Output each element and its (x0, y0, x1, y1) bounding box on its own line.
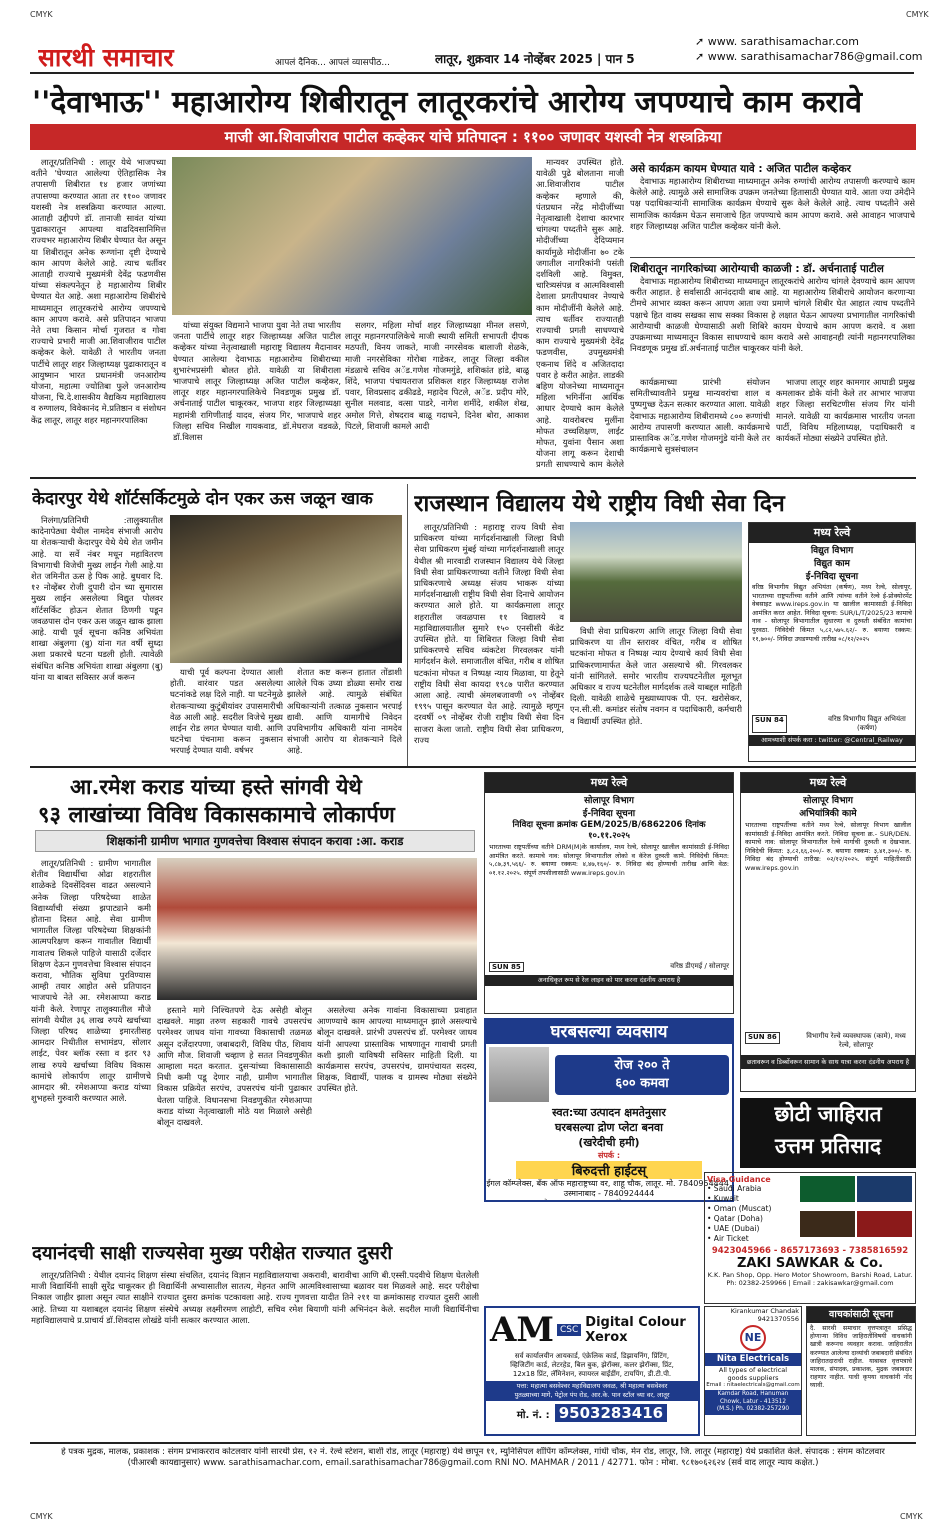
classified-line-1: छोटी जाहिरात (774, 1102, 882, 1126)
column-divider-1 (407, 484, 408, 766)
section-rule-1 (30, 477, 916, 479)
xerox-mobile: 9503283416 (555, 1404, 667, 1422)
lead-col-1: लातूर/प्रतिनिधी : लातूर येथे भाजपच्या वतीने 'घेण्यात आलेल्या ऐतिहासिक नेत्र तपासणी शिबीरात १४ हजार जणांच्या तपासण्या करण्यात आता तर ११०० जणावर यशस्वी नेत्र शस्त्रक्रिया करण्यात आल्या. आताही उद्दीपणे डॉ. तानाजी सावंत यांच्या पुढाकारातून आपल्या वाढदिवसानिमित्त राज्यभर महाआरोग्य शिबीर घेण्यात येत असून या शिबीरातून अनेक रूग्णांना दृष्टी देण्याचे काम आपण केलेले आहे. त्याच धर्तीवर आताही राज्याचे मुख्यमंत्री देवेंद्र फडणवीस यांच्या संकल्पनेतून हे महाआरोग्य शिबीर घेण्यात येत आहे. अशा महाआरोग्य शिबीरांचे माध्यमातून लातूरकरांचे आरोग्य जपण्याचे काम आपण करावे. असे प्रतिपादन भाजपा नेते तथा किसान मोर्चा गुजरात व गोवा राज्याचे प्रभारी माजी आ.शिवाजीराव पाटील कव्हेकर केले. यावेळी ते भारतीय जनता पार्टीचे लातूर शहर जिल्हाध्यक्ष पुढाकारातून व आयुष्मान भारत प्रधानमंत्री जनआरोग्य योजना, महात्मा ज्योतिबा फुले जनआरोग्य योजना, चि.दे.शासकीय वैद्यकिय महाविद्यालय व रुग्णालय, विवेकानंद मे.प्रतिष्ठान व संशोधन केंद्र लातूर, लातूर शहर महानगरपालिका (31, 157, 166, 425)
travel-contact: Ph: 02382-259966 | Email : zakisawkar@gmail.com (726, 1279, 894, 1287)
footer-rule (30, 1442, 916, 1444)
company-name: बिरुदत्ती हाईटस् (516, 1161, 702, 1179)
classified-banner (740, 1098, 916, 1168)
side-box-archana (630, 262, 915, 372)
side-box-ajit (630, 162, 915, 258)
xerox-line-1: सर्व कार्यालयीन आयकार्ड, एंक्रेलिक कार्ड, डिझायनिंग, प्रिंटिंग, (514, 1352, 670, 1360)
nita-tag-1: All types of electrical (718, 1366, 788, 1374)
tender-1-footer: आमच्याशी संपर्क करा : twitter: @Central_Railway (749, 735, 915, 746)
home-business-title: घरबसल्या व्यवसाय (486, 1020, 732, 1044)
lead-col-3: सलगर, महिला मोर्चा शहर जिल्हाध्यक्षा मीनल लसणे, लातूर महानगरपालिकेचे माजी स्थायी समिती सभापती दीपक मठपती, विनय जाकते, माजी नगरसेवक बालाजी शेळके, माजी नगरसेविका गोरोबा गाडेकर, लातूर जिल्हा वकील मंडळाचे सचिव अॅड.गणेश गोजमगुंडे, शशिकांत हांडे, बाळू शिंदे, भाजपा पंचायतराज प्रशिकल शहर जिल्हाध्यक्ष राजेश पवार, शिवप्रसाद ढकीढडे, महादेव पिटले, अॅड. प्रदीप मोरे, सुनील मलवाड, वत्सा पाडरे, नागेश शमींदे, शकील शेख, अमोल गित्ते, शेषदराव बाळू गदाधने, दिनेश बोरा, आकाश पिटले, शिवाजी कामले आदी (345, 320, 529, 431)
xerox-ad (484, 1306, 700, 1436)
karad-subhead: शिक्षकांनी ग्रामीण भागात गुणवत्तेचा विश्वास संपादन करावा :आ. कराड (35, 830, 475, 852)
iata-logo-icon (857, 1176, 912, 1202)
company-address-3 (486, 1199, 732, 1202)
fire-body: निलंगा/प्रतिनिधी :तालुक्यातील कादेनापेठ्या येथील नामदेव संभाजी आरोप या शेतकऱ्याची केदारपुर येथे येथे शेत जमीन आहे. या सर्वे नंबर मधून महावितरण विभागाची विजेची मुख्य लाईन गेली आहे.या शेत जमिनीत ऊस हे पिक आहे. बुधवार दि. १२ नोव्हेंबर रोजी दुपारी दोन च्या सुमारास मुख्य लाईन असलेल्या विद्युत पोलवर शॉर्टसर्किट होऊन शेतात ठिणगी पडून जवळपास दोन एकर ऊस जळून खाक झाला आहे. याची पूर्व सूचना कनिष्ठ अभियंता शाखा अंबुलगा (बु) यांना गत वर्षी सुध्दा अशा प्रकारचे घटना घडली होती. त्यावेळी संबंधित कनिष्ठ अभियंता शाखा अंबुलगा (बु) यांना या बाबत सविस्तर अर्ज करून (31, 515, 163, 682)
travel-phone: 9423045966 - 8657173693 - 7385816592 (711, 1246, 909, 1256)
electricals-ad (704, 1306, 802, 1436)
tender-3-sign: विभागीय रेल्वे व्यवस्थापक (कामे), मध्य रेल्वे, सोलापूर (806, 1032, 906, 1049)
tender-2-sign: वरिष्ठ डीएमई / सोलापूर (670, 962, 729, 970)
tender-2-dept: सोलापूर विभाग (584, 796, 634, 806)
legal-col-1: लातूर/प्रतिनिधी : महाराष्ट्र राज्य विधी सेवा प्राधिकरण यांच्या मार्गदर्शनाखाली जिल्हा विधी सेवा प्राधिकरण मुंबई यांच्या मार्गदर्शनाखाली लातूर येथील श्री मारवाडी राजस्थान विद्यालय येथे जिल्हा विधी सेवा प्राधिकरणाच्या वतीने जिल्हा विधी सेवा प्राधिकरणाचे अध्यक्ष संजय भाकरू यांच्या मार्गदर्शनाखाली राष्ट्रीय विधी सेवा दिनाचे आयोजन करण्यात आले होते. या कार्यक्रमाला लातूर शहरातील जवळपास ११ विद्यालये व महाविद्यालयातील सुमारे १५० एनसीसी कॅडेट उपस्थित होते. या शिबिरात जिल्हा विधी सेवा प्राधिकरणचे सचिव व्यंकटेश गिरवलकर यांनी मार्गदर्शन केले. समाजातील वंचित, गरीब व शोषित घटकांना मोफत व निष्पक्ष न्याय मिळावा, या हेतूने राष्ट्रीय विधी सेवा कायदा १९८७ पारीत करण्यात आला आहे. त्याची अंमलबजावणी ०९ नोव्हेंबर १९९५ पासून करण्यात येत आहे. त्यामुळे म्हणून दरवर्षी ०९ नोव्हेंबर रोजी राष्ट्रीय विधी सेवा दिन साजरा केला जातो. राष्ट्रीय विधी सेवा प्राधिकरण, राज्य (414, 522, 564, 745)
tender-1-body: वरिष्ठ विभागीय विद्युत अभियंता (कर्षण), मध्य रेल्वे, सोलापूर, भारताच्या राष्ट्रपतींच्या वतीने आणि त्यांच्या वतीने रेल्वे ई-प्रोक्योरमेंट वेबसाइट www.ireps.gov.in या खालील कामासाठी ई-निविदा आमंत्रित करत आहेत. निविदा सूचना: SUR/L/T/2025/23 कामाचे नाव - सोलापूर विभागातील सुधारणा व दुरुस्ती संबंधित कामांचा पुरवठा. निविदेची किंमत ५,८२,५७५.६२/- रु. बयाणा रक्कम: ११,७००/- निविदा उघडण्याची तारीख ०८/१२/२०२५ (752, 583, 912, 643)
earning-badge-line-2: ६०० कमवा (615, 1075, 669, 1091)
home-business-line-1: स्वत:च्या उत्पादन क्षमतेनुसार (552, 1106, 666, 1119)
reader-notice-title: वाचकांसाठी सूचना (807, 1307, 915, 1323)
xerox-address: पत्ता: महात्मा बसवेश्वर महाविद्यालय जवळ, श्री महात्मा बसवेश्वर (516, 1382, 668, 1390)
railway-tender-2 (484, 772, 734, 1014)
side-box-ajit-title: असे कार्यक्रम कायम घेण्यात यावे : अजित पाटील कव्हेकर (630, 163, 851, 175)
company-address: ईगल कॉम्प्लेक्स, बँक ऑफ महाराष्ट्रच्या वर, शाहू चौक, लातूर. मो. 7840954444, (486, 1179, 732, 1188)
home-business-line-2: घरबसल्या द्रोण प्लेटा बनवा (555, 1121, 663, 1134)
flag-icon (800, 1176, 855, 1202)
railway-tender-3 (740, 772, 916, 1092)
tender-1-sign: वरिष्ठ विभागीय विद्युत अभियंता (कर्षण) (828, 715, 906, 732)
nita-address-2: Chowk, Latur - 413512 (719, 1398, 787, 1405)
tender-1-code: SUN 84 (752, 715, 787, 733)
tender-3-footer: छतावरून व डिब्बोंवरून सामान के साथ यात्रा करना दंडनीय अपराध है (741, 1055, 915, 1069)
visa-title: Visa Guidance (707, 1175, 771, 1184)
fire-headline: केदारपुर येथे शॉर्टसर्किटमुळे दोन एकर ऊस जळून खाक (32, 489, 373, 509)
nita-brand: Nita Electricals (705, 1353, 801, 1366)
contact-lines (695, 34, 940, 70)
side-box-archana-body: देवाभाऊ महाआरोग्य शिबीराच्या माध्यमातून लातूरकरांचे आरोग्य चांगले देवण्याचे काम आपण करीत आहात. हे सर्वासाठी आनंददायी बाब आहे. या महाआरोग्य शिबीराचे आयोजन करणाऱ्या टीमचे आभार व्यक्त करून आपण आता ज्या प्रमाणे चांगले शिबीर घेत आहात त्याच पध्दतीने पक्षाचे हित वाक्य सखका साध सक्का विकास हे लक्षात घेऊन आपल्या प्रभागातील नागरिकांची आरोग्याची काळजी घेण्यासाठी अशी शिबिरे कायम घेण्याचे काम आपण करावे. व अशा उपक्रमाच्या माध्यमातून विकास साधण्याचे काम करावे असे आवाहनही त्यांनी महानगरपालिका निवडणूक प्रमुख डॉ.अर्चनाताई पाटील चाकूरकर यांनी केले. (630, 276, 915, 354)
machine-image (489, 1047, 549, 1102)
owner-name: Kirankumar Chandak (730, 1307, 799, 1315)
inauguration-photo (157, 858, 477, 1000)
lead-headline: ''देवाभाऊ'' महाआरोग्य शिबीरातून लातूरकरांचे आरोग्य जपण्याचे काम करावे (32, 85, 863, 120)
ncc-cadets-photo (570, 522, 742, 622)
xerox-address-2: पुतळ्याच्या मागे, पेट्रोल पंप रोड, आर.के. पान स्टॉल च्या वर, लातूर (514, 1391, 670, 1399)
country-list (707, 1184, 795, 1244)
nita-phone: (M.S.) Ph. 02382-257290 (716, 1406, 790, 1412)
tender-1-sub: विद्युत काम (814, 559, 850, 569)
xerox-line-3: 12x18 प्रिंट, लॅमिनेशन, स्पायरल बाईंडींग, टायपिंग, डी.टी.पी. (512, 1370, 672, 1378)
tender-3-code: SUN 86 (745, 1032, 780, 1044)
tender-3-dept: सोलापूर विभाग (803, 796, 853, 806)
tender-1-notice: ई-निविदा सूचना (805, 572, 859, 582)
masthead-rule (30, 72, 914, 74)
tender-1-dept: विद्युत विभाग (810, 546, 854, 556)
xerox-title: Digital Colour Xerox (585, 1315, 686, 1345)
xerox-brand: AM (490, 1310, 555, 1350)
csc-badge: CSC (557, 1324, 581, 1336)
tender-2-notice-no: निविदा सूचना क्रमांक GEM/2025/B/6862206 दिनांक १०.११.२०२५ (512, 820, 706, 841)
contact-label: संपर्क : (597, 1151, 621, 1160)
dateline: लातूर, शुक्रवार 14 नोव्हेंबर 2025 | पान 5 (435, 52, 635, 66)
home-business-ad (484, 1018, 734, 1202)
country-item: • Air Ticket (707, 1234, 749, 1243)
legal-headline: राजस्थान विद्यालय येथे राष्ट्रीय विधी सेवा दिन (414, 491, 785, 516)
airline-icon (857, 1211, 912, 1237)
cmyk-mark-bottom-right: CMYK (900, 1512, 923, 1521)
legal-col-2: विधी सेवा प्राधिकरण आणि लातूर जिल्हा विधी सेवा प्राधिकरण या तीन स्तरावर वंचित, गरीब व शोषित घटकांना मोफत व निष्पक्ष न्याय देण्याचे कार्य विधी सेवा प्राधिकरणामार्फत केले जात असल्याचे श्री. गिरवलकर यांनी सांगितले. समोर भारतीय राज्यघटनेतील मूलभूत अधिकार व राज्य घटनेतील मार्गदर्शक तत्वे याबद्दल माहिती दिली. यावेळी शाळेचे मुख्याध्यापक पी. एन. खरोसेकर, एन.सी.सी. कमांडर संतोष नवगन व पदाधिकारी, कर्मचारी व विद्यार्थी उपस्थित होते. (570, 626, 742, 726)
burnt-field-photo (170, 515, 402, 663)
nita-logo-icon: NE (740, 1325, 766, 1351)
travel-brand: ZAKI SAWKAR & Co. (736, 1256, 884, 1271)
country-item: • Saudi Arabia (707, 1184, 762, 1193)
lead-end-col-a: कार्यक्रमाच्या प्रारंभी संयोजन समितीच्यावतीने प्रमुख मान्यवरांचा शाल व पुष्पगुच्छ देऊन सत्कार करण्यात आला. यावेळी देवाभाऊ महाआरोग्य शिबीरामध्ये ८०० रूग्णांची आरोग्य तपासणी करण्यात आली. कार्यक्रमाचे प्रास्ताविक अॅड.गणेश गोजमगुंडे यांनी केले तर कार्यक्रमाचे सुत्रसंचालन (630, 377, 770, 455)
dayanand-body: लातूर/प्रतिनिधी : येथील दयानंद शिक्षण संस्था संचलित, दयानंद विज्ञान महाविद्यालयाचा अकरावी, बारावीचा आणि बी.एस्सी.पदवीचे शिक्षण घेतलेली माजी विद्यार्थिनी साक्षी सुरेंद्र चाकूरकर ही विद्यार्थिनी अभ्यासातील सातत्य, मेहनत आणि आत्मविश्वासाच्या बळावर यश मिळवले आहे. सदर परीक्षेचा निकाल जाहीर झाला असून त्यात साक्षीने राज्यात दुसरा क्रमांक पटकावला आहे. राज्य गुणवत्ता यादीत तिने २११ या क्रमांकासह राज्यात दुसरी आली आहे. तिच्या या यशाबद्दल दयानंद शिक्षण संस्थेचे अध्यक्ष लक्ष्मीरमण लाहोटी, सचिव रमेश बियाणी यांनी अभिनंदन केले. सदरील माजी विद्यार्थिनीचा महाविद्यालयाचे प्र.प्राचार्य डॉ.शिवदास लोखंडे यांनी सत्कार करण्यात आला. (31, 1270, 479, 1325)
side-box-archana-title: शिबीरातून नागरिकांच्या आरोग्याची काळजी : डॉ. अर्चनाताई पाटील (630, 263, 884, 275)
dayanand-headline: दयानंदची साक्षी राज्यसेवा मुख्य परीक्षेत राज्यात दुसरी (32, 1243, 393, 1264)
karad-headline-2: ९३ लाखांच्या विविध विकासकामाचे लोकार्पण (38, 803, 395, 827)
newspaper-logo: सारथी समाचार (38, 43, 174, 72)
lead-col-2: यांच्या संयुक्त विद्यमाने भाजपा युवा नेते तथा भारतीय जनता पार्टीचे लातूर शहर जिल्हाध्यक्ष अजित पाटील कव्हेकर यांच्या नेतृत्वाखाली महाराष्ट्र विद्यालय मैदानावर घेण्यात आलेल्या देवाभाऊ महाआरोग्य शिबीराच्या शुभारंभप्रसंगी बोलत होते. यावेळी या शिबीराला भाजपाचे लातूर जिल्हाध्यक्ष अजित पाटील कव्हेकर, लातूर शहर महानगरपालिकेचे निवडणूक प्रमुख डॉ. अर्चनाताई पाटील चाकूरकर, भाजपा शहर जिल्हाध्यक्षा महामंत्री रागिणीताई यादव, संजय गिर, भाजपाचे शहर जिल्हा सचिव निखील गायकवाड, डॉ.मेघराज वडवळे, डॉ.विलास (173, 320, 341, 443)
lead-subhead: माजी आ.शिवाजीराव पाटील कव्हेकर यांचे प्रतिपादन : ११०० जणावर यशस्वी नेत्र शस्त्रक्रिया (30, 124, 916, 150)
imprint (30, 1447, 916, 1487)
travel-ad (704, 1172, 916, 1304)
lead-end-col-b: भाजपा लातूर शहर कामगार आघाडी प्रमुख कमलाकर डोके यांनी केले तर आभार भाजपा शहर जिल्हा सरचिटणीस संजय गिर यांनी मानले. यावेळी या कार्यक्रमास भारतीय जनता पार्टी, विविध महिलाध्यक्ष, पदाधिकारी व कार्यकर्ते मोठ्या संख्येने उपस्थित होते. (776, 377, 915, 444)
imprint-line-1: हे पत्रक मुद्रक, मालक, प्रकाशक : संगम प्रभाकरराव कोटलवार यांनी सारथी प्रेस, १२ नं. रेल्वे स्टेशन, बार्शी रोड, लातूर (महाराष्ट्र) येथे छापून ११, म्युनिसिपल शॉपिंग कॉम्प्लेक्स, गांधी चौक, मेन रोड, लातूर, जि. लातूर (महाराष्ट्र) येथे प्रकाशित केले. संपादक : संगम कोटलवार (61, 1447, 885, 1457)
country-item: • Qatar (Doha) (707, 1214, 763, 1223)
karad-col-3: असलेल्या अनेक गावांना विकासाच्या प्रवाहात आणण्याचे काम आपल्या माध्यमातून झाले असल्याचे बोलून दाखवले. प्रारंभी उपसरपंच डॉ. परमेश्वर जाधव यांनी आपल्या प्रास्ताविक भाषणातून गावाची प्रगती कशी झाली याविषयी सविस्तर माहिती दिली. या कार्यक्रमास सरपंच, उपसरपंच, ग्रामपंचायत सदस्य, शिक्षक, विद्यार्थी, पालक व ग्रामस्थ मोठ्या संख्येने उपस्थित होते. (317, 1005, 477, 1094)
tagline: आपलं दैनिक... आपलं व्यासपीठ... (275, 58, 390, 68)
country-item: • UAE (Dubai) (707, 1224, 760, 1233)
karad-col-2: हस्ताने मागे निश्चितपणे देऊ असेही बोलून दाखवले. माझा तरुण सहकारी गावचे उपसरपंच परमेश्वर जाधव यांना गावच्या विकासाची तळमळ असून दर्जेदारपणा, जबाबदारी, विविध पीठ, शिवाय आणि मौज. शिवाजी चव्हाण हे सतत निवडणुकीत आम्हाला मदत करतात. दुसऱ्यांच्या विकासासाठी निधी कमी पडू देणार नाही, ग्रामीण भागातील विकास प्रक्रियेत सरपंच, उपसरपंच यांनी पुढाकार घेतला पाहिजे. विधानसभा निवडणुकीत रमेशआप्पा कराड यांच्या नेतृत्वाखाली मोठे यश मिळाले असेही बोलून दाखवले. (157, 1005, 312, 1128)
tender-2-sub: ई-निविदा सूचना (582, 809, 636, 819)
tender-2-title: मध्य रेल्वे (485, 773, 733, 793)
imprint-line-2: (पीआरबी कायद्यानुसार) www. sarathisamachar.com, email.sarathisamachar786@gmail.com RNI NO. MAHMAR / 2011 / 42771. फोन : मोबा. ९८१७०६२६२४ (सर्व वाद लातूर न्याय कक्षेत.) (127, 1458, 819, 1468)
xerox-line-2: व्हिजिटींग कार्ड, लेटरहेड, बिल बुक, झेरॉक्स, कलर झेरॉक्स, प्रिंट, (510, 1361, 674, 1369)
country-item: • Oman (Muscat) (707, 1204, 772, 1213)
cmyk-mark-bottom: CMYK (30, 1512, 53, 1521)
karad-col-1: लातूर/प्रतिनिधी : ग्रामीण भागातील शेतीव विद्यार्थीचा ओढा शहरातील शाळेकडे दिवसेंदिवस वाढत असल्याने अनेक जिल्हा परिषदेच्या शाळेत विद्यार्थ्यांची संख्या झपाट्याने कमी होताना दिसत आहे. सेवा ग्रामीण भागातील जिल्हा परिषदेच्या शिक्षकांनी आत्मपरिक्षण करून गावातील विद्यार्थी गावातच शिकले पाहिजे यासाठी दर्जेदार शिक्षण देऊन गुणवत्तेचा विश्वास संपादन करावा, भौतिक सुविधा पुरविण्यास आम्ही तयार आहोत असे प्रतिपादन भाजपाचे नेते आ. रमेशआप्पा कराड यांनी केले. रेणापूर तालुक्यातील मौजे सांगवी येथील ३६ लाख रुपये खर्चाच्या जिल्हा परिषद शाळेच्या इमारतीसह आमदार निधीतील सभामंडप, सोलार लाईट, पेवर ब्लॉक रस्ता व इतर ९३ लाख रुपये खर्चाच्या विविध विकास कामांचे लोकार्पण लातूर ग्रामीणचे आमदार श्री. रमेशआप्पा कराड यांच्या शुभहस्ते गुरुवारी करण्यात आले. (31, 858, 151, 1104)
tender-2-footer: अनाधिकृत रूप से रेल लाइन को पार करना दंडनीय अपराध है (485, 975, 733, 986)
country-item: • Kuwait (707, 1194, 739, 1203)
side-box-ajit-body: देवाभाऊ महाआरोग्य शिबीराच्या माध्यमातून अनेक रुग्णांची आरोग्य तपासणी करण्याचे काम केलेले आहे. त्यामुळे असे सामाजिक उपक्रम जनतेच्या हितासाठी घेण्यात यावे. आता ज्या उमेदीने पक्ष पदाधिकाऱ्यांनी सामाजिक कार्यक्रम घेण्याचे सुरू केले केलेले आहे. त्याच पध्दतीने असे सामाजिक कार्यक्रम घेऊन समाजाचे हित जपण्याचे काम आपण करावे. असे आवाहन भाजपाचे शहर जिल्हाध्यक्ष अजित पाटील कव्हेकर यांनी केले. (630, 176, 915, 231)
earning-badge-line-1: रोज २०० ते (614, 1057, 670, 1073)
home-business-line-3: (खरेदीची हमी) (578, 1136, 640, 1149)
tender-2-code: SUN 85 (489, 962, 524, 972)
cmyk-mark-right: CMYK (906, 10, 929, 19)
company-address-2: उस्मानाबाद - 7840924444 (563, 1189, 655, 1198)
nita-address-1: Kamdar Road, Hanuman (717, 1391, 789, 1397)
lead-col-4: मान्यवर उपस्थित होते. यावेळी पुढे बोलताना माजी आ.शिवाजीराव पाटील कव्हेकर म्हणाले की, पंतप्रधान नरेंद्र मोदीजींच्या नेतृत्वाखाली देशाचा कारभार चांगल्या पध्दतीने सुरू आहे. मोदीजींच्या देदिप्यमान कार्यामुळे मोदीजींना ७० टके जगातील नागरिकांनी पसंती दर्शविली आहे. विमुक्त, चारित्र्यसंपन्न व आत्मविश्वासी देशाला प्रगतीपथावर नेण्याचे काम मोदीजींनी केलेले आहे. त्याच धर्तीवर राज्यातही राज्याची प्रगती साधण्याचे काम राज्याचे मुख्यमंत्री देवेंद्र फडणवीस, उपमुख्यमंत्री एकनाथ शिंदे व अजितदादा पवार हे करीत आहेत. लाडकी बहिण योजनेच्या माध्यमातून महिला भगिनींना आर्थिक आधार देण्याचे काम केलेले आहे. यावरोबरच मुलींना मोफत उच्चशिक्षण, लाईट मोफत, युवांना पैसान अशा योजना लागू करून देशाची प्रगती साधण्याचे काम केलेले (536, 157, 624, 469)
karad-headline-1: आ.रमेश कराड यांच्या हस्ते सांगवी येथे (70, 775, 362, 799)
passport-icon (800, 1211, 855, 1237)
owner-phone: 9421370556 (757, 1315, 799, 1323)
website-link[interactable]: ➚ www. sarathisamachar.com (695, 35, 859, 48)
travel-address: K.K. Pan Shop, Opp. Hero Motor Showroom, Barshi Road, Latur. (707, 1271, 913, 1279)
railway-tender-1 (748, 522, 916, 762)
tender-3-body: भारताच्या राष्ट्रपतींच्या वतीने मध्य रेल्वे, सोलापूर विभाग खालील कामांसाठी ई-निविदा आमंत्रित करते. निविदा सूचना क्र.- SUR/DEN. कामाचे नाव: सोलापूर विभागातील रेल्वे मार्गाची दुरुस्ती व देखभाल. निविदेची किंमत: ३,८२,६६,२००/- रु. बयाणा रक्कम: ३,४१,३००/- रु. निविदा बंद होण्याची तारीख: ०२/१२/२०२५. संपूर्ण माहितीसाठी www.ireps.gov.in (745, 821, 911, 872)
reader-notice-body: दै. सारथी समाचार वृत्तपत्रातून प्रसिद्ध होणाऱ्या विविध जाहिरातींविषयी वाचकांनी खात्री करूनच व्यवहार करावा. जाहिरातीत करण्यात आलेल्या दाव्यांची जबाबदारी संबंधित जाहिरातदाराची राहील. याबाबत वृत्तपत्राचे मालक, संपादक, प्रकाशक, मुद्रक जबाबदार राहणार नाहीत. याची कृपया वाचकांनी नोंद घ्यावी. (810, 1325, 913, 1390)
email-link[interactable]: ➚ www. sarathisamachar786@gmail.com (695, 50, 923, 63)
section-rule-2 (30, 766, 916, 768)
xerox-mob-label: मो. नं. : (516, 1410, 550, 1421)
nita-tag-2: goods suppliers (727, 1374, 779, 1382)
nita-email: Email : nitaelectricals@gmail.com (706, 1382, 800, 1388)
tender-1-title: मध्य रेल्वे (749, 523, 915, 543)
tender-3-sub: अभियांत्रिकी कामे (799, 809, 857, 819)
reader-notice (806, 1306, 916, 1436)
fire-col-2: याची पूर्व कल्पना देण्यात आली होती. वारंवार पडत असलेल्या घटनांकडे लक्ष दिले नाही. या घटनेमुळे शेतकऱ्याच्या कुटुंबीयांवर उपासमारीची वेळ आली आहे. सदरील विजेचे मुख्य लाईन रोड लगत घेण्यात यावी. आणि घटनेचा पंचनामा करून नुकसान भरपाई देण्यात यावी. वर्षभर (170, 667, 283, 756)
event-photo (172, 157, 532, 315)
tender-2-body: भारताच्या राष्ट्रपतींच्या वतीने DRM(M)के कार्यालय, मध्य रेल्वे, सोलापूर खालील कामांसाठी ई-निविदा आमंत्रित करते. कामाचे नाव: सोलापूर विभागातील लोको व कॅरेज दुरुस्ती कामे. निविदेची किंमत: ५,८७,३९,५६६/- रु. बयाणा रक्कम: ४,४७,१६०/- रु. निविदा बंद होण्याची तारीख आणि वेळ: ०१.१२.२०२५. संपूर्ण तपशीलासाठी www.ireps.gov.in (489, 843, 729, 877)
tender-3-title: मध्य रेल्वे (741, 773, 915, 793)
classified-line-2: उत्तम प्रतिसाद (774, 1134, 882, 1158)
fire-col-3: शेतात कष्ट करून हातात तोंडाशी आलेले पिक उघ्या डोळ्या समोर राख झालेले आहे. त्यामुळे संबंधित अधिकाऱ्यांनी तत्काळ नुकसान भरपाई द्यावी. आणि यामागीचे निवेदन उपविभागीय अधिकारी यांना नामदेव संभाजी आरोप या शेतकऱ्याने दिले आहे. (287, 667, 402, 756)
cmyk-mark: CMYK (30, 10, 53, 19)
